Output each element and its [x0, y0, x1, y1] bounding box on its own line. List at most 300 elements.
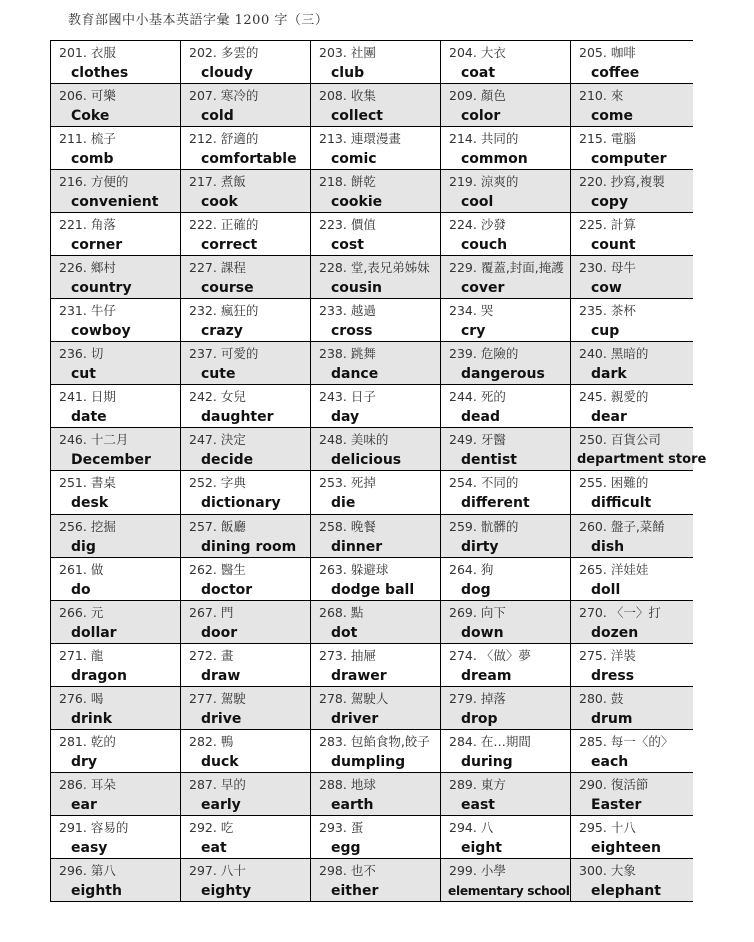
entry-number-chinese [51, 861, 180, 881]
english-word: cookie [331, 194, 383, 211]
entry-number: 279. [449, 690, 477, 706]
entry-number: 268. [319, 604, 347, 620]
entry-number-chinese [571, 861, 693, 881]
chinese-meaning: 蛋 [350, 819, 364, 835]
vocab-entry [571, 558, 693, 600]
entry-number-chinese [51, 86, 180, 106]
english-word: count [591, 237, 636, 254]
table-row [51, 127, 693, 170]
vocab-entry [51, 816, 180, 858]
vocab-cell [51, 600, 181, 643]
entry-number-chinese [51, 215, 180, 235]
english-word: doll [591, 581, 621, 598]
entry-number: 201. [59, 45, 87, 60]
vocab-cell [51, 686, 181, 729]
entry-number-chinese [311, 732, 440, 752]
vocab-entry [571, 471, 693, 513]
english-word: dodge ball [331, 581, 415, 598]
entry-number: 234. [449, 303, 477, 319]
vocab-entry [181, 773, 310, 815]
chinese-meaning: 死的 [480, 389, 506, 405]
chinese-meaning: 〈做〉夢 [480, 647, 531, 663]
entry-number: 212. [189, 131, 217, 147]
entry-number-chinese [181, 646, 310, 666]
entry-number-chinese [51, 301, 180, 321]
vocab-entry [441, 84, 570, 126]
entry-number: 231. [59, 303, 87, 319]
vocab-cell [181, 514, 311, 557]
entry-number: 292. [189, 819, 217, 835]
english-word: dragon [71, 667, 127, 684]
vocab-cell [441, 299, 571, 342]
entry-number: 271. [59, 647, 87, 663]
entry-number-chinese [441, 86, 570, 106]
english-word: eighty [201, 882, 252, 899]
english-word: copy [591, 194, 629, 211]
vocab-cell [571, 428, 707, 471]
english-word: ear [71, 796, 97, 813]
entry-number: 272. [189, 647, 217, 663]
vocab-entry [571, 299, 693, 341]
vocab-entry [181, 84, 310, 126]
english-word: color [461, 108, 501, 125]
entry-number-chinese [51, 172, 180, 192]
entry-number-chinese [441, 560, 570, 580]
english-word: egg [331, 839, 361, 856]
entry-number-chinese [571, 732, 693, 752]
english-word: dozen [591, 624, 639, 641]
entry-number: 240. [579, 346, 607, 362]
table-row [51, 428, 693, 471]
entry-number-chinese [441, 215, 570, 235]
chinese-meaning: 可愛的 [220, 346, 259, 362]
chinese-meaning: 女兒 [220, 389, 246, 405]
chinese-meaning: 東方 [480, 776, 506, 792]
entry-number-chinese [441, 172, 570, 192]
chinese-meaning: 字典 [220, 475, 246, 491]
chinese-meaning: 〈一〉打 [610, 604, 661, 620]
vocab-cell [51, 127, 181, 170]
vocab-entry [51, 558, 180, 600]
english-word: country [71, 280, 132, 297]
vocab-cell [441, 815, 571, 858]
entry-number-chinese [181, 775, 310, 795]
entry-number: 246. [59, 432, 87, 448]
vocab-cell [181, 428, 311, 471]
vocab-entry [51, 601, 180, 643]
chinese-meaning: 喝 [90, 690, 104, 706]
chinese-meaning: 八 [480, 819, 494, 835]
entry-number-chinese [571, 43, 693, 63]
chinese-meaning: 梳子 [90, 131, 116, 147]
entry-number-chinese [571, 301, 693, 321]
vocab-entry [51, 41, 180, 83]
vocab-entry [181, 730, 310, 772]
entry-number: 265. [579, 561, 607, 577]
vocab-cell [571, 643, 693, 686]
entry-number: 270. [579, 604, 607, 620]
english-word: drum [591, 710, 633, 727]
vocab-cell [51, 815, 181, 858]
entry-number-chinese [571, 818, 693, 838]
entry-number: 264. [449, 561, 477, 577]
entry-number: 223. [319, 217, 347, 233]
vocab-entry [51, 127, 180, 169]
entry-number-chinese [571, 603, 693, 623]
vocab-entry [571, 127, 693, 169]
vocab-cell [181, 643, 311, 686]
vocab-entry [51, 428, 180, 470]
entry-number: 261. [59, 561, 87, 577]
english-word: crazy [201, 323, 243, 340]
vocab-cell [311, 686, 441, 729]
english-word: dining room [201, 538, 297, 555]
chinese-meaning: 十八 [610, 819, 636, 835]
table-row [51, 815, 693, 858]
entry-number: 236. [59, 346, 87, 362]
chinese-meaning: 哭 [480, 303, 494, 319]
vocab-entry [441, 859, 570, 901]
vocab-entry [181, 256, 310, 298]
entry-number-chinese [51, 732, 180, 752]
entry-number: 216. [59, 174, 87, 190]
vocab-entry [441, 127, 570, 169]
chinese-meaning: 共同的 [480, 131, 519, 147]
entry-number-chinese [181, 732, 310, 752]
english-word: door [201, 624, 238, 641]
entry-number: 214. [449, 131, 477, 147]
table-row [51, 686, 693, 729]
vocab-cell [441, 84, 571, 127]
vocab-cell [571, 858, 693, 901]
chinese-meaning: 社團 [350, 45, 376, 60]
entry-number: 254. [449, 475, 477, 491]
entry-number: 207. [189, 88, 217, 104]
vocab-entry [441, 730, 570, 772]
entry-number-chinese [51, 430, 180, 450]
chinese-meaning: 母牛 [610, 260, 636, 276]
chinese-meaning: 抽屜 [350, 647, 376, 663]
chinese-meaning: 書桌 [90, 475, 116, 491]
vocab-cell [311, 170, 441, 213]
vocab-cell [311, 84, 441, 127]
vocab-cell [51, 858, 181, 901]
vocab-entry [181, 342, 310, 384]
vocab-cell [51, 385, 181, 428]
vocab-entry [441, 41, 570, 83]
entry-number-chinese [181, 818, 310, 838]
english-word: December [71, 452, 151, 469]
vocab-entry [181, 515, 310, 557]
chinese-meaning: 地球 [350, 776, 376, 792]
entry-number: 282. [189, 733, 217, 749]
chinese-meaning: 連環漫畫 [350, 131, 401, 147]
vocab-entry [441, 601, 570, 643]
english-word: cold [201, 108, 234, 125]
vocab-cell [571, 41, 693, 84]
table-row [51, 41, 693, 84]
vocab-entry [571, 515, 693, 557]
vocab-entry [441, 385, 570, 427]
chinese-meaning: 鼓 [610, 690, 624, 706]
vocab-cell [571, 557, 693, 600]
vocab-entry [441, 342, 570, 384]
english-word: cup [591, 323, 620, 340]
english-word: cute [201, 366, 236, 383]
entry-number: 225. [579, 217, 607, 233]
chinese-meaning: 方便的 [90, 174, 129, 190]
vocab-cell [51, 772, 181, 815]
entry-number: 284. [449, 733, 477, 749]
english-word: correct [201, 237, 258, 254]
vocab-entry [51, 773, 180, 815]
vocab-entry [51, 385, 180, 427]
vocab-cell [311, 514, 441, 557]
entry-number: 211. [59, 131, 87, 147]
entry-number-chinese [441, 387, 570, 407]
entry-number: 285. [579, 733, 607, 749]
entry-number-chinese [441, 258, 570, 278]
chinese-meaning: 牙醫 [480, 432, 506, 448]
entry-number-chinese [51, 646, 180, 666]
vocab-entry [571, 256, 693, 298]
vocab-entry [441, 299, 570, 341]
english-word: day [331, 409, 360, 426]
chinese-meaning: 第八 [90, 862, 116, 878]
entry-number-chinese [311, 603, 440, 623]
english-word: cut [71, 366, 96, 383]
chinese-meaning: 多雲的 [220, 45, 259, 60]
entry-number: 295. [579, 819, 607, 835]
page-title: 教育部國中小基本英語字彙 1200 字（三） [68, 13, 329, 28]
english-word: east [461, 796, 495, 813]
chinese-meaning: 切 [90, 346, 104, 362]
vocab-cell [441, 858, 571, 901]
entry-number-chinese [441, 344, 570, 364]
chinese-meaning: 舒適的 [220, 131, 259, 147]
vocab-cell [311, 643, 441, 686]
english-word: drink [71, 710, 113, 727]
entry-number: 288. [319, 776, 347, 792]
entry-number: 241. [59, 389, 87, 405]
vocab-entry [311, 256, 440, 298]
vocab-cell [51, 170, 181, 213]
entry-number-chinese [571, 86, 693, 106]
entry-number-chinese [51, 387, 180, 407]
english-word: die [331, 495, 356, 512]
chinese-meaning: 復活節 [610, 776, 649, 792]
vocab-cell [311, 858, 441, 901]
vocab-entry [311, 773, 440, 815]
english-word: eat [201, 839, 227, 856]
entry-number-chinese [311, 430, 440, 450]
entry-number: 242. [189, 389, 217, 405]
vocab-cell [181, 600, 311, 643]
chinese-meaning: 耳朵 [90, 776, 116, 792]
entry-number-chinese [441, 473, 570, 493]
vocab-entry [181, 644, 310, 686]
chinese-meaning: 計算 [610, 217, 636, 233]
chinese-meaning: 在…期間 [480, 733, 531, 749]
entry-number: 222. [189, 217, 217, 233]
vocab-cell [571, 127, 693, 170]
vocab-entry [441, 644, 570, 686]
english-word: couch [461, 237, 508, 254]
vocab-cell [311, 342, 441, 385]
english-word: dark [591, 366, 627, 383]
english-word: dry [71, 753, 98, 770]
vocab-entry [51, 84, 180, 126]
vocab-cell [51, 84, 181, 127]
entry-number: 229. [449, 260, 477, 276]
vocab-entry [441, 773, 570, 815]
entry-number-chinese [441, 129, 570, 149]
english-word: draw [201, 667, 241, 684]
chinese-meaning: 小學 [480, 862, 506, 878]
english-word: cow [591, 280, 622, 297]
entry-number: 269. [449, 604, 477, 620]
entry-number: 290. [579, 776, 607, 792]
vocab-cell [441, 514, 571, 557]
english-word: computer [591, 151, 667, 168]
vocab-cell [571, 385, 693, 428]
entry-number: 224. [449, 217, 477, 233]
entry-number: 263. [319, 561, 347, 577]
vocab-entry [571, 859, 693, 901]
english-word: cook [201, 194, 238, 211]
vocab-entry [311, 299, 440, 341]
chinese-meaning: 容易的 [90, 819, 129, 835]
vocab-cell [181, 471, 311, 514]
vocab-cell [441, 342, 571, 385]
english-word: dear [591, 409, 627, 426]
vocab-cell [181, 342, 311, 385]
vocab-cell [571, 84, 693, 127]
english-word: comb [71, 151, 114, 168]
entry-number: 228. [319, 260, 347, 276]
english-word: eight [461, 839, 502, 856]
english-word: decide [201, 452, 254, 469]
entry-number-chinese [441, 43, 570, 63]
english-word: dinner [331, 538, 383, 555]
vocab-cell [311, 557, 441, 600]
chinese-meaning: 飯廳 [220, 518, 246, 534]
vocab-entry [441, 816, 570, 858]
chinese-meaning: 困難的 [610, 475, 649, 491]
english-word: dish [591, 538, 625, 555]
vocab-entry [311, 41, 440, 83]
english-word: drawer [331, 667, 387, 684]
chinese-meaning: 早的 [220, 776, 246, 792]
entry-number-chinese [181, 387, 310, 407]
entry-number-chinese [181, 129, 310, 149]
vocab-cell [311, 127, 441, 170]
vocab-entry [311, 170, 440, 212]
entry-number-chinese [571, 560, 693, 580]
vocab-cell [571, 471, 693, 514]
chinese-meaning: 覆蓋,封面,掩護 [480, 260, 564, 276]
vocab-cell [441, 729, 571, 772]
vocab-entry [441, 515, 570, 557]
chinese-meaning: 畫 [220, 647, 234, 663]
vocab-cell [311, 772, 441, 815]
vocab-entry [441, 428, 570, 470]
chinese-meaning: 不同的 [480, 475, 519, 491]
entry-number: 283. [319, 733, 347, 749]
english-word: comic [331, 151, 377, 168]
entry-number: 260. [579, 518, 607, 534]
english-word: dentist [461, 452, 517, 469]
vocab-cell [571, 514, 693, 557]
entry-number-chinese [51, 689, 180, 709]
english-word: cry [461, 323, 486, 340]
vocab-entry [181, 385, 310, 427]
vocab-cell [571, 342, 693, 385]
vocab-cell [311, 299, 441, 342]
vocab-entry [441, 256, 570, 298]
vocab-entry [571, 84, 693, 126]
entry-number-chinese [311, 43, 440, 63]
vocab-entry [311, 601, 440, 643]
entry-number: 247. [189, 432, 217, 448]
vocab-entry [181, 170, 310, 212]
vocab-entry [51, 730, 180, 772]
vocab-cell [51, 643, 181, 686]
entry-number: 203. [319, 45, 347, 60]
chinese-meaning: 死掉 [350, 475, 376, 491]
vocab-cell [181, 84, 311, 127]
vocab-cell [571, 729, 693, 772]
chinese-meaning: 煮飯 [220, 174, 246, 190]
english-word: eighth [71, 882, 122, 899]
entry-number: 280. [579, 690, 607, 706]
entry-number-chinese [311, 775, 440, 795]
entry-number: 281. [59, 733, 87, 749]
entry-number: 245. [579, 389, 607, 405]
english-word: comfortable [201, 151, 297, 168]
entry-number: 227. [189, 260, 217, 276]
vocab-cell [311, 41, 441, 84]
entry-number: 293. [319, 819, 347, 835]
entry-number-chinese [441, 646, 570, 666]
vocab-entry [571, 213, 693, 255]
vocab-entry [571, 730, 693, 772]
vocab-entry [311, 385, 440, 427]
entry-number: 297. [189, 862, 217, 878]
english-word: during [461, 753, 513, 770]
chinese-meaning: 大象 [610, 862, 636, 878]
vocab-entry [441, 170, 570, 212]
table-row [51, 213, 693, 256]
entry-number: 277. [189, 690, 217, 706]
vocab-cell [311, 428, 441, 471]
entry-number-chinese [311, 818, 440, 838]
entry-number-chinese [181, 86, 310, 106]
chinese-meaning: 來 [610, 88, 624, 104]
chinese-meaning: 乾的 [90, 733, 116, 749]
chinese-meaning: 洋娃娃 [610, 561, 649, 577]
entry-number-chinese [571, 473, 693, 493]
entry-number: 257. [189, 518, 217, 534]
table-row [51, 514, 693, 557]
entry-number-chinese [181, 215, 310, 235]
english-word: come [591, 108, 633, 125]
table-row [51, 342, 693, 385]
vocab-entry [311, 127, 440, 169]
entry-number-chinese [51, 603, 180, 623]
entry-number-chinese [51, 43, 180, 63]
chinese-meaning: 親愛的 [610, 389, 649, 405]
